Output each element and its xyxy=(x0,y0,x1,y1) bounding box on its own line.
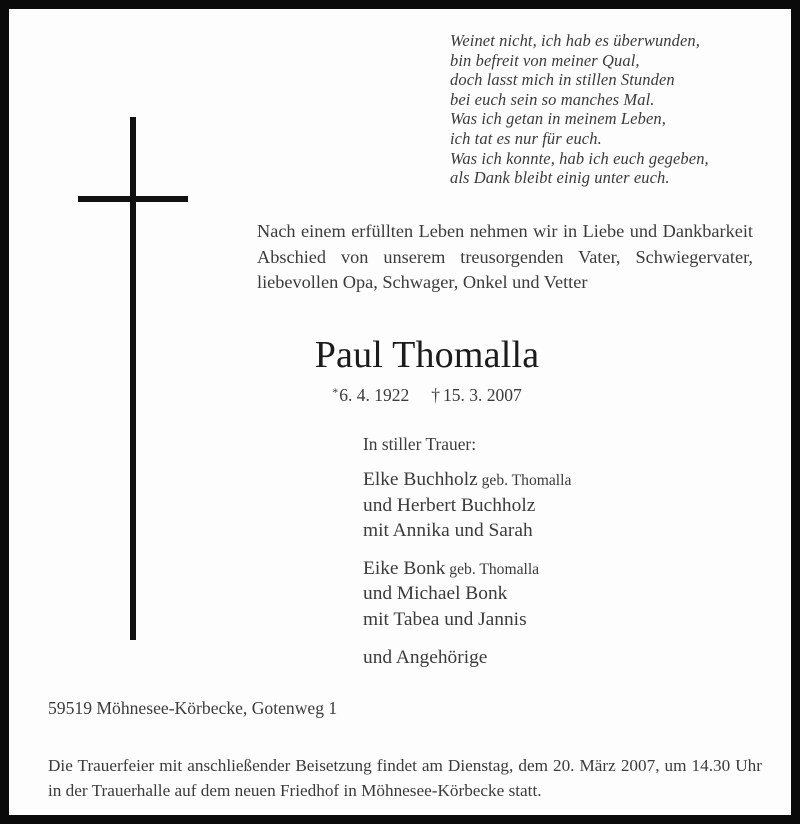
birth-symbol-icon: * xyxy=(332,385,339,399)
mourner-group xyxy=(363,468,693,545)
poem-line: bin befreit von meiner Qual, xyxy=(450,50,640,70)
mourner-line xyxy=(363,557,693,583)
death-symbol-icon: † xyxy=(431,385,440,405)
cross-vertical-bar xyxy=(130,117,136,640)
funeral-service-info: Die Trauerfeier mit anschließender Beisetzung findet am Dienstag, dem 20. März 2007, um 14.30 Uhr in der Trauerhalle auf dem neuen Friedhof in Möhnesee-Körbecke statt. xyxy=(48,756,762,800)
poem-line: Weinet nicht, ich hab es überwunden, xyxy=(450,31,700,50)
poem-line: als Dank bleibt einig unter euch. xyxy=(450,168,670,188)
poem-line: Was ich konnte, hab ich euch gegeben, xyxy=(450,148,709,168)
deceased-name-block xyxy=(199,333,655,406)
life-dates xyxy=(199,381,655,406)
mourner-group xyxy=(363,557,693,634)
mourner-name: Elke Buchholz xyxy=(363,469,478,490)
poem-line: ich tat es nur für euch. xyxy=(450,128,602,148)
mourner-name: mit Tabea und Jannis xyxy=(363,608,527,630)
mourner-name: mit Annika und Sarah xyxy=(363,520,533,542)
poem-line: Was ich getan in meinem Leben, xyxy=(450,109,666,129)
mourner-name: und Herbert Buchholz xyxy=(363,494,536,516)
mourner-name: Eike Bonk xyxy=(363,557,446,579)
mourner-name: und Michael Bonk xyxy=(363,583,508,605)
mourners-heading: In stiller Trauer: xyxy=(363,434,477,454)
family-address: 59519 Möhnesee-Körbecke, Gotenweg 1 xyxy=(48,698,338,718)
announcement-paragraph: Nach einem erfüllten Leben nehmen wir in Liebe und Dankbarkeit Abschied von unserem treusorgenden Vater, Schwiegervater, liebevollen Opa, Schwager, Onkel und Vetter xyxy=(257,221,753,292)
mourner-line xyxy=(363,582,693,608)
mourner-line xyxy=(363,468,693,494)
mourner-line xyxy=(363,519,693,545)
notice-page xyxy=(9,9,791,815)
poem-line: bei euch sein so manches Mal. xyxy=(450,89,655,109)
mourner-line xyxy=(363,494,693,520)
mourners-block xyxy=(363,433,693,670)
deceased-name: Paul Thomalla xyxy=(314,334,540,376)
birth-date: 6. 4. 1922 xyxy=(339,385,410,405)
cross-horizontal-bar xyxy=(78,196,188,202)
mourner-maiden-name: geb. Thomalla xyxy=(445,560,540,578)
memorial-poem xyxy=(450,31,780,188)
poem-line: doch lasst mich in stillen Stunden xyxy=(450,70,675,90)
death-date: 15. 3. 2007 xyxy=(443,385,522,405)
mourner-maiden-name: geb. Thomalla xyxy=(477,472,572,489)
mourner-line xyxy=(363,608,693,634)
mourners-closing: und Angehörige xyxy=(363,646,488,668)
